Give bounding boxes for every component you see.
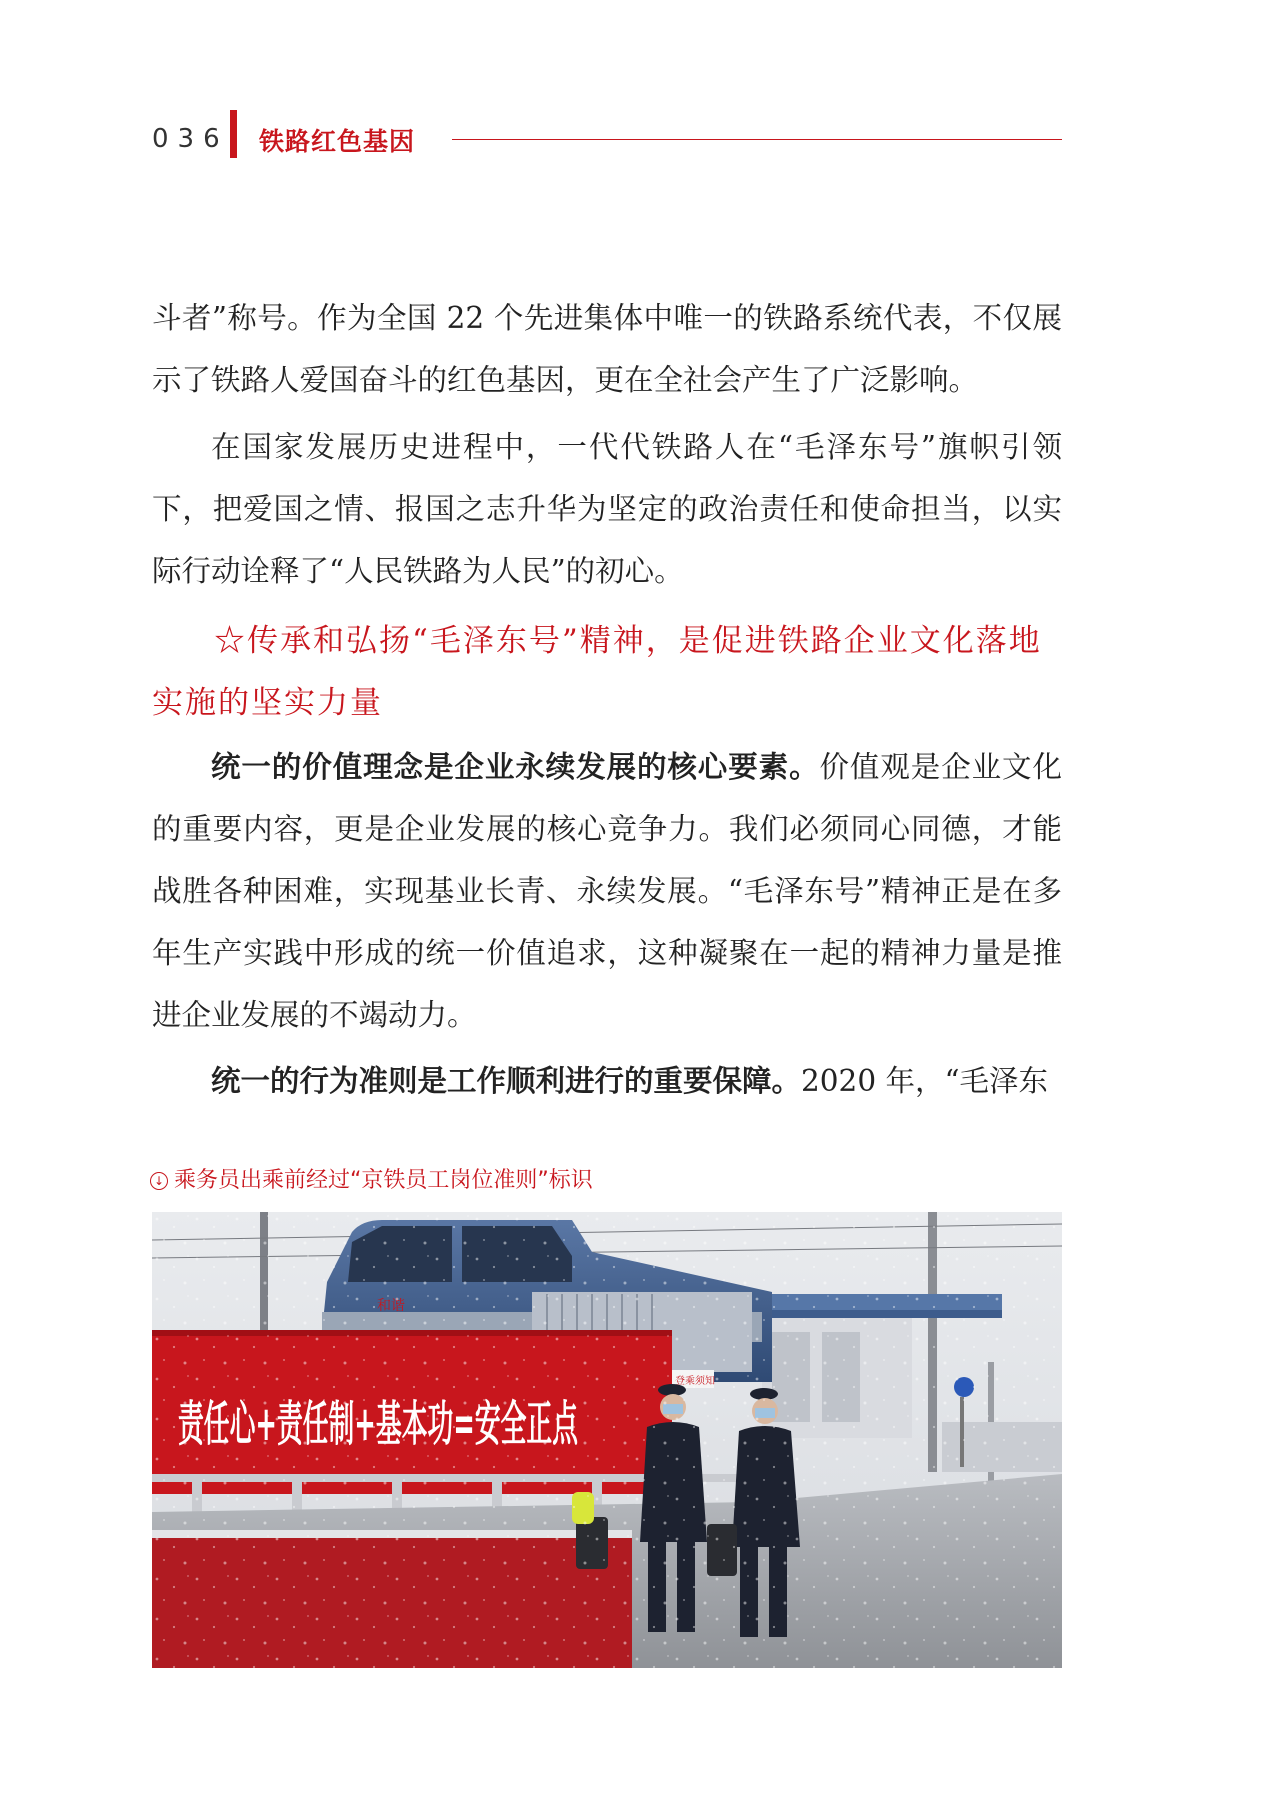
paragraph-4-lead: 统一的行为准则是工作顺利进行的重要保障。 [211,1064,802,1098]
paragraph-4-body: 2020 年，“毛泽东 [801,1064,1049,1098]
station-scene-illustration [152,1212,1062,1668]
paragraph-4-text [152,1050,1062,1112]
book-title: 铁路红色基因 [259,127,416,156]
paragraph-3-text [152,736,1062,1046]
paragraph-3-lead: 统一的价值理念是企业永续发展的核心要素。 [211,750,820,784]
section-heading [152,610,1062,734]
paragraph-2-text: 在国家发展历史进程中，一代代铁路人在“毛泽东号”旗帜引领下，把爱国之情、报国之志升华为坚定的政治责任和使命担当，以实际行动诠释了“人民铁路为人民”的初心。 [152,430,1062,588]
paragraph-1-text: 斗者”称号。作为全国 22 个先进集体中唯一的铁路系统代表，不仅展示了铁路人爱国奋斗的红色基因，更在全社会产生了广泛影响。 [152,301,1062,397]
paragraph-4 [152,1050,1062,1112]
paragraph-2 [152,416,1062,602]
figure-caption-text: 乘务员出乘前经过“京铁员工岗位准则”标识 [174,1168,593,1193]
paragraph-1 [152,287,1062,411]
header-accent-bar [230,110,237,158]
page-number: 036 [152,124,229,154]
figure-photo [152,1212,1062,1668]
figure-caption [150,1163,593,1194]
header-rule [452,139,1062,140]
section-heading-text: ☆传承和弘扬“毛泽东号”精神，是促进铁路企业文化落地实施的坚实力量 [152,623,1042,721]
running-header [152,110,1062,158]
arrow-down-circle-icon: ↓ [150,1172,168,1190]
paragraph-3 [152,736,1062,1046]
paragraph-3-body: 价值观是企业文化的重要内容，更是企业发展的核心竞争力。我们必须同心同德，才能战胜各种困难，实现基业长青、永续发展。“毛泽东号”精神正是在多年生产实践中形成的统一价值追求，这种凝聚在一起的精神力量是推进企业发展的不竭动力。 [152,750,1062,1032]
